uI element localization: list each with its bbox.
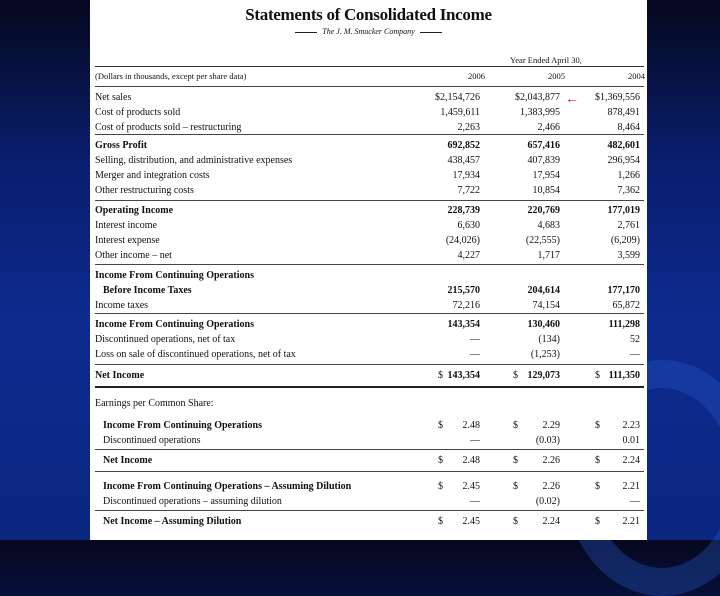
dollar-sign: $ [513, 481, 518, 492]
value-cell: 177,170 [607, 285, 640, 296]
table-row [95, 317, 644, 332]
value-cell: — [470, 334, 480, 345]
value-cell: 657,416 [527, 140, 560, 151]
value-cell: 8,464 [617, 122, 640, 133]
value-cell: 7,722 [457, 185, 480, 196]
table-row [95, 332, 644, 347]
table-rule [95, 264, 644, 265]
row-label: Cost of products sold [95, 107, 181, 118]
row-label: Income From Continuing Operations – Assuming Dilution [103, 481, 352, 492]
dollar-sign: $ [513, 455, 518, 466]
dollar-sign: $ [438, 516, 443, 527]
table-rule [95, 86, 644, 87]
row-label: Income taxes [95, 300, 149, 311]
value-cell: 17,934 [452, 170, 480, 181]
row-label: Other income – net [95, 250, 172, 261]
dollar-sign: $ [595, 370, 600, 381]
value-cell: 438,457 [447, 155, 480, 166]
eps-row [95, 453, 644, 468]
table-row [95, 153, 644, 168]
value-cell: — [470, 435, 480, 446]
value-cell: 2.24 [542, 516, 560, 527]
dollar-sign: $ [438, 455, 443, 466]
value-cell: $2,043,877 [515, 92, 560, 103]
value-cell: 1,266 [617, 170, 640, 181]
value-cell: (22,555) [525, 235, 560, 246]
period-header: Year Ended April 30, [510, 55, 582, 65]
value-cell: — [470, 496, 480, 507]
table-rule [95, 510, 644, 511]
value-cell: — [630, 349, 640, 360]
value-cell: 111,298 [608, 319, 640, 330]
table-rule [95, 471, 644, 472]
table-row [95, 90, 644, 105]
units-note: (Dollars in thousands, except per share data) [95, 71, 247, 81]
value-cell: 204,614 [527, 285, 560, 296]
value-cell: 2,263 [457, 122, 480, 133]
value-cell: — [470, 349, 480, 360]
dollar-sign: $ [595, 455, 600, 466]
value-cell: 72,216 [452, 300, 480, 311]
income-statement-slide [90, 0, 647, 540]
value-cell: 2.21 [622, 516, 640, 527]
value-cell: $2,154,726 [435, 92, 480, 103]
table-rule [95, 364, 644, 365]
value-cell: 10,854 [532, 185, 560, 196]
table-row [95, 268, 644, 283]
table-rule [95, 449, 644, 450]
red-arrow-icon: ← [565, 92, 579, 107]
row-label: Net Income [95, 370, 145, 381]
value-cell: — [630, 496, 640, 507]
row-label: Income From Continuing Operations [95, 270, 254, 281]
value-cell: $1,369,556 [595, 92, 640, 103]
value-cell: 52 [630, 334, 640, 345]
row-label: Interest expense [95, 235, 160, 246]
value-cell: 6,630 [457, 220, 480, 231]
value-cell: 0.01 [622, 435, 640, 446]
value-cell: 482,601 [607, 140, 640, 151]
value-cell: 407,839 [527, 155, 560, 166]
table-rule [95, 386, 644, 388]
eps-row [95, 479, 644, 494]
row-label: Selling, distribution, and administrative expenses [95, 155, 293, 166]
row-label: Operating Income [95, 205, 174, 216]
row-label: Merger and integration costs [95, 170, 210, 181]
value-cell: 2,466 [537, 122, 560, 133]
statement-title: Statements of Consolidated Income [245, 5, 492, 24]
value-cell: 2.24 [622, 455, 640, 466]
dollar-sign: $ [595, 516, 600, 527]
right-flourish [420, 32, 442, 33]
value-cell: (6,209) [610, 235, 640, 246]
value-cell: 4,227 [457, 250, 480, 261]
row-label: Net sales [95, 92, 132, 103]
row-label: Income From Continuing Operations [95, 319, 254, 330]
table-row [95, 298, 644, 313]
value-cell: 7,362 [617, 185, 640, 196]
company-name-text: The J. M. Smucker Company [322, 27, 415, 36]
value-cell: 228,739 [447, 205, 480, 216]
dollar-sign: $ [513, 370, 518, 381]
value-cell: 1,717 [537, 250, 560, 261]
eps-row [95, 494, 644, 509]
row-label: Interest income [95, 220, 157, 231]
row-label: Net Income – Assuming Dilution [103, 516, 242, 527]
value-cell: 4,683 [537, 220, 560, 231]
table-row [95, 203, 644, 218]
table-rule [95, 134, 644, 135]
header-rule [95, 66, 644, 67]
table-row [95, 283, 644, 298]
year-header-2005: 2005 [548, 71, 565, 81]
left-flourish [295, 32, 317, 33]
row-label: Net Income [103, 455, 153, 466]
company-name [90, 27, 647, 36]
row-label: Other restructuring costs [95, 185, 194, 196]
row-label: Loss on sale of discontinued operations, net of tax [95, 349, 296, 360]
table-row [95, 120, 644, 135]
eps-row [95, 433, 644, 448]
net-income-row [95, 368, 644, 383]
value-cell: 2.29 [542, 420, 560, 431]
value-cell: 2.48 [462, 420, 480, 431]
value-cell: (0.02) [535, 496, 560, 507]
table-row [95, 233, 644, 248]
table-row [95, 168, 644, 183]
dollar-sign: $ [595, 420, 600, 431]
value-cell: 2.26 [542, 481, 560, 492]
value-cell: 130,460 [527, 319, 560, 330]
value-cell: (134) [538, 334, 560, 345]
value-cell: 878,491 [607, 107, 640, 118]
table-row [95, 248, 644, 263]
value-cell: 1,383,995 [520, 107, 560, 118]
value-cell: 143,354 [447, 370, 480, 381]
year-header-2004: 2004 [628, 71, 645, 81]
dollar-sign: $ [513, 516, 518, 527]
table-rule [95, 200, 644, 201]
dollar-sign: $ [595, 481, 600, 492]
value-cell: 2.23 [622, 420, 640, 431]
dollar-sign: $ [438, 370, 443, 381]
value-cell: 220,769 [527, 205, 560, 216]
table-row [95, 218, 644, 233]
table-row [95, 138, 644, 153]
value-cell: 2,761 [617, 220, 640, 231]
value-cell: 74,154 [532, 300, 560, 311]
table-rule [95, 313, 644, 314]
row-label: Discontinued operations, net of tax [95, 334, 236, 345]
value-cell: 692,852 [447, 140, 480, 151]
table-row [95, 183, 644, 198]
dollar-sign: $ [438, 481, 443, 492]
value-cell: 2.21 [622, 481, 640, 492]
eps-row [95, 418, 644, 433]
value-cell: 177,019 [607, 205, 640, 216]
value-cell: 3,599 [617, 250, 640, 261]
row-label: Cost of products sold – restructuring [95, 122, 242, 133]
dollar-sign: $ [438, 420, 443, 431]
year-header-2006: 2006 [468, 71, 485, 81]
value-cell: (1,253) [530, 349, 560, 360]
value-cell: 296,954 [607, 155, 640, 166]
value-cell: 129,073 [527, 370, 560, 381]
value-cell: 111,350 [608, 370, 640, 381]
row-label: Income From Continuing Operations [103, 420, 262, 431]
value-cell: 2.48 [462, 455, 480, 466]
eps-heading-row [95, 396, 644, 411]
value-cell: 1,459,611 [440, 107, 480, 118]
value-cell: 143,354 [447, 319, 480, 330]
table-row [95, 347, 644, 362]
row-label: Gross Profit [95, 140, 148, 151]
row-label: Before Income Taxes [103, 285, 192, 296]
value-cell: 2.45 [462, 516, 480, 527]
row-label: Discontinued operations [103, 435, 201, 446]
value-cell: 2.45 [462, 481, 480, 492]
value-cell: 2.26 [542, 455, 560, 466]
row-label: Discontinued operations – assuming dilution [103, 496, 282, 507]
eps-heading: Earnings per Common Share: [95, 398, 214, 409]
dollar-sign: $ [513, 420, 518, 431]
value-cell: 65,872 [612, 300, 640, 311]
eps-row [95, 514, 644, 529]
value-cell: 215,570 [447, 285, 480, 296]
table-row [95, 105, 644, 120]
value-cell: 17,954 [532, 170, 560, 181]
value-cell: (24,026) [445, 235, 480, 246]
value-cell: (0.03) [535, 435, 560, 446]
